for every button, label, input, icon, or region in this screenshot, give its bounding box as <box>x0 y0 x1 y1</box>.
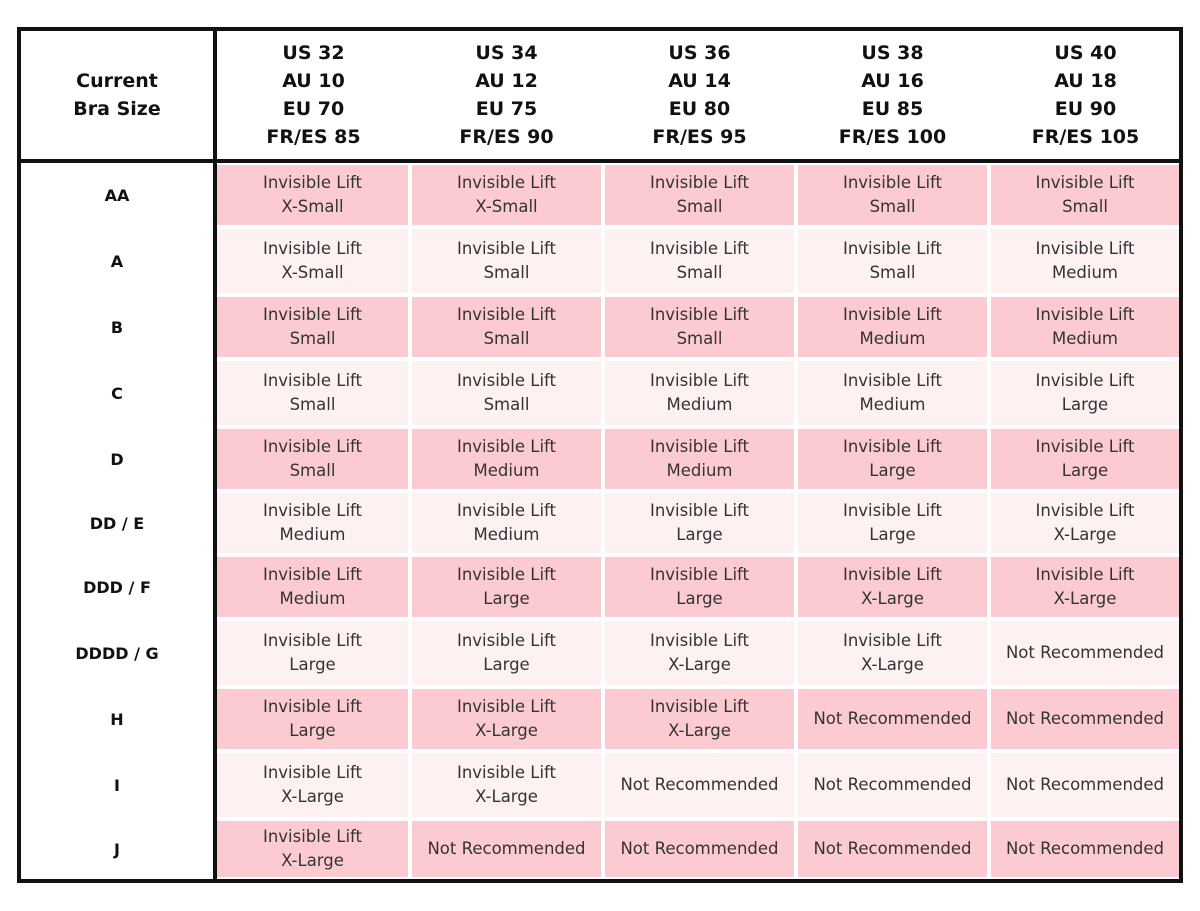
column-header-line: AU 16 <box>861 70 924 92</box>
size-cell-line: Small <box>483 263 530 282</box>
row-label: I <box>114 775 120 795</box>
row-label: B <box>110 317 124 337</box>
size-cell-line: Invisible Lift <box>262 763 363 782</box>
size-cell-line: Not Recommended <box>427 839 586 858</box>
size-cell-line: Large <box>676 525 723 544</box>
size-cell <box>412 557 601 617</box>
size-cell-line: Invisible Lift <box>649 173 750 192</box>
size-cell <box>217 493 408 553</box>
column-header-line: FR/ES 105 <box>1031 126 1140 148</box>
size-cell <box>605 361 794 425</box>
size-cell <box>798 429 987 489</box>
size-cell-line: Invisible Lift <box>456 437 557 456</box>
size-cell-line: Invisible Lift <box>649 631 750 650</box>
column-header-line: AU 18 <box>1054 70 1117 92</box>
column-header-line: US 32 <box>282 42 345 64</box>
size-cell <box>217 297 408 357</box>
size-cell-line: Medium <box>859 329 926 348</box>
size-cell <box>217 229 408 293</box>
column-header-line: FR/ES 90 <box>459 126 554 148</box>
size-cell <box>798 621 987 685</box>
size-cell-line: Invisible Lift <box>456 763 557 782</box>
size-cell-line: Invisible Lift <box>456 631 557 650</box>
row-label: H <box>110 709 124 729</box>
size-cell <box>991 753 1179 817</box>
size-cell-line: Medium <box>473 461 540 480</box>
size-cell-line: Large <box>289 655 336 674</box>
size-cell-line: Small <box>676 329 723 348</box>
size-cell <box>217 753 408 817</box>
size-cell-line: Large <box>869 461 916 480</box>
column-header <box>989 31 1182 159</box>
size-cell-line: X-Large <box>668 721 731 740</box>
size-cell <box>217 621 408 685</box>
size-cell-line: Invisible Lift <box>842 239 943 258</box>
size-cell-line: Invisible Lift <box>1035 437 1135 456</box>
size-cell-line: X-Small <box>475 197 538 216</box>
size-cell-line: Invisible Lift <box>1035 371 1135 390</box>
size-cell <box>412 753 601 817</box>
size-cell <box>412 493 601 553</box>
size-cell-line: Invisible Lift <box>649 437 750 456</box>
size-cell-line: Invisible Lift <box>262 239 363 258</box>
size-cell <box>798 557 987 617</box>
column-header-line: US 36 <box>668 42 731 64</box>
corner-label-line: Current <box>76 70 158 92</box>
size-cell-line: Invisible Lift <box>262 305 363 324</box>
size-cell-line: Small <box>289 395 336 414</box>
row-label: D <box>110 449 124 469</box>
size-cell-line: Small <box>869 197 916 216</box>
row-label: DDDD / G <box>75 643 159 663</box>
size-cell <box>412 361 601 425</box>
column-header-line: AU 14 <box>668 70 731 92</box>
row-label: DD / E <box>89 513 145 533</box>
size-cell <box>605 165 794 225</box>
corner-label <box>21 31 213 159</box>
size-cell-line: Invisible Lift <box>649 565 750 584</box>
size-cell <box>991 229 1179 293</box>
size-cell <box>412 689 601 749</box>
size-cell <box>605 689 794 749</box>
size-cell-line: Invisible Lift <box>456 371 557 390</box>
column-header-line: FR/ES 95 <box>652 126 747 148</box>
size-cell <box>217 557 408 617</box>
size-cell-line: Not Recommended <box>620 775 779 794</box>
size-cell-line: Small <box>869 263 916 282</box>
column-header-line: US 34 <box>475 42 538 64</box>
size-cell-line: Medium <box>859 395 926 414</box>
size-cell-line: Invisible Lift <box>262 697 363 716</box>
size-cell-line: Small <box>483 395 530 414</box>
size-cell <box>217 165 408 225</box>
size-cell-line: Not Recommended <box>813 775 972 794</box>
size-cell <box>991 297 1179 357</box>
column-header-line: FR/ES 100 <box>838 126 947 148</box>
size-cell-line: Invisible Lift <box>649 239 750 258</box>
size-cell-line: X-Large <box>281 851 344 870</box>
size-cell-line: Invisible Lift <box>456 697 557 716</box>
size-cell-line: X-Large <box>475 721 538 740</box>
size-cell-line: Invisible Lift <box>842 631 943 650</box>
size-cell-line: Invisible Lift <box>456 239 557 258</box>
size-cell-line: Invisible Lift <box>262 437 363 456</box>
size-cell-line: Not Recommended <box>1005 839 1165 858</box>
size-chart-table <box>17 27 1183 883</box>
column-header <box>410 31 603 159</box>
row-label: AA <box>104 185 130 205</box>
size-cell <box>412 621 601 685</box>
size-cell-line: Not Recommended <box>1005 775 1165 794</box>
row-label: J <box>114 839 120 859</box>
column-header-line: EU 90 <box>1054 98 1117 120</box>
size-cell-line: Invisible Lift <box>262 371 363 390</box>
size-cell <box>412 165 601 225</box>
column-header-line: EU 75 <box>475 98 538 120</box>
size-cell <box>991 689 1179 749</box>
size-cell-line: Not Recommended <box>1005 709 1165 728</box>
size-cell-line: Invisible Lift <box>456 565 557 584</box>
size-cell-line: X-Large <box>281 787 344 806</box>
size-cell <box>605 297 794 357</box>
size-cell <box>605 621 794 685</box>
size-cell-line: X-Large <box>861 589 924 608</box>
size-cell-line: Small <box>289 329 336 348</box>
size-cell <box>798 165 987 225</box>
size-cell-line: X-Large <box>861 655 924 674</box>
size-cell-line: Medium <box>279 589 346 608</box>
size-cell-line: Small <box>289 461 336 480</box>
size-cell-line: Invisible Lift <box>1035 501 1135 520</box>
size-cell-line: Medium <box>473 525 540 544</box>
column-header-line: AU 12 <box>475 70 538 92</box>
column-header-line: US 38 <box>861 42 924 64</box>
size-cell-line: Large <box>869 525 916 544</box>
size-cell <box>991 821 1179 877</box>
size-cell-line: Invisible Lift <box>262 631 363 650</box>
size-cell-line: Invisible Lift <box>649 501 750 520</box>
size-cell-line: X-Large <box>475 787 538 806</box>
size-cell-line: Invisible Lift <box>262 565 363 584</box>
column-header-line: EU 80 <box>668 98 731 120</box>
size-cell-line: Large <box>289 721 336 740</box>
size-cell-line: Invisible Lift <box>456 501 557 520</box>
size-cell <box>798 493 987 553</box>
size-cell-line: Large <box>483 589 530 608</box>
size-cell <box>605 821 794 877</box>
size-cell-line: Invisible Lift <box>842 437 943 456</box>
size-cell <box>798 821 987 877</box>
size-cell-line: Invisible Lift <box>262 173 363 192</box>
column-header-line: FR/ES 85 <box>266 126 361 148</box>
size-cell-line: Medium <box>279 525 346 544</box>
size-cell <box>217 689 408 749</box>
size-cell-line: Invisible Lift <box>1035 239 1135 258</box>
size-cell <box>217 361 408 425</box>
size-cell <box>412 297 601 357</box>
size-cell-line: Small <box>676 263 723 282</box>
column-header-line: EU 85 <box>861 98 924 120</box>
size-cell <box>991 429 1179 489</box>
size-cell-line: Invisible Lift <box>262 827 363 846</box>
size-cell <box>798 361 987 425</box>
size-cell-line: Large <box>483 655 530 674</box>
size-cell-line: Invisible Lift <box>1035 173 1135 192</box>
size-cell-line: Large <box>1061 395 1109 414</box>
size-cell-line: Invisible Lift <box>649 371 750 390</box>
size-cell-line: Small <box>483 329 530 348</box>
size-cell-line: X-Large <box>668 655 731 674</box>
size-cell-line: Not Recommended <box>1005 643 1165 662</box>
size-cell <box>798 229 987 293</box>
size-cell-line: Not Recommended <box>813 709 972 728</box>
column-header <box>603 31 796 159</box>
size-cell <box>217 429 408 489</box>
size-cell <box>991 361 1179 425</box>
size-cell <box>991 493 1179 553</box>
size-cell-line: Large <box>1061 461 1109 480</box>
size-cell-line: Medium <box>666 461 733 480</box>
column-header <box>217 31 410 159</box>
column-header-line: EU 70 <box>282 98 345 120</box>
size-cell-line: X-Large <box>1053 589 1117 608</box>
size-cell-line: Medium <box>1052 263 1118 282</box>
size-cell-line: Invisible Lift <box>842 371 943 390</box>
size-cell-line: Invisible Lift <box>1035 305 1135 324</box>
header-row <box>21 31 1179 159</box>
size-cell-line: Invisible Lift <box>649 697 750 716</box>
size-cell <box>605 429 794 489</box>
size-cell-line: Invisible Lift <box>456 305 557 324</box>
size-cell-line: Invisible Lift <box>842 501 943 520</box>
row-label: C <box>111 383 123 403</box>
size-cell <box>798 297 987 357</box>
size-cell-line: Medium <box>1052 329 1118 348</box>
size-cell <box>412 229 601 293</box>
column-header-line: US 40 <box>1054 42 1117 64</box>
size-cell-line: Medium <box>666 395 733 414</box>
size-cell-line: Invisible Lift <box>842 305 943 324</box>
size-cell <box>991 165 1179 225</box>
size-cell-line: Not Recommended <box>813 839 972 858</box>
size-cell <box>605 493 794 553</box>
size-cell-line: Invisible Lift <box>649 305 750 324</box>
size-cell <box>605 557 794 617</box>
size-cell-line: Large <box>676 589 723 608</box>
row-label: DDD / F <box>83 577 151 597</box>
size-cell-line: Not Recommended <box>620 839 779 858</box>
size-cell-line: X-Small <box>281 263 344 282</box>
size-cell-line: Invisible Lift <box>1035 565 1135 584</box>
size-cell-line: Invisible Lift <box>262 501 363 520</box>
corner-label-line: Bra Size <box>73 98 161 120</box>
size-cell <box>991 621 1179 685</box>
size-cell <box>798 753 987 817</box>
size-cell-line: Invisible Lift <box>456 173 557 192</box>
size-cell-line: Small <box>1062 197 1108 216</box>
size-cell <box>798 689 987 749</box>
size-cell-line: Invisible Lift <box>842 565 943 584</box>
column-header-line: AU 10 <box>282 70 345 92</box>
size-cell-line: X-Large <box>1053 525 1117 544</box>
size-cell <box>605 753 794 817</box>
size-cell-line: Invisible Lift <box>842 173 943 192</box>
row-label: A <box>110 251 124 271</box>
size-cell-line: X-Small <box>281 197 344 216</box>
size-cell <box>217 821 408 877</box>
size-cell <box>991 557 1179 617</box>
column-header <box>796 31 989 159</box>
size-cell-line: Small <box>676 197 723 216</box>
size-cell <box>605 229 794 293</box>
size-cell <box>412 429 601 489</box>
size-cell <box>412 821 601 877</box>
